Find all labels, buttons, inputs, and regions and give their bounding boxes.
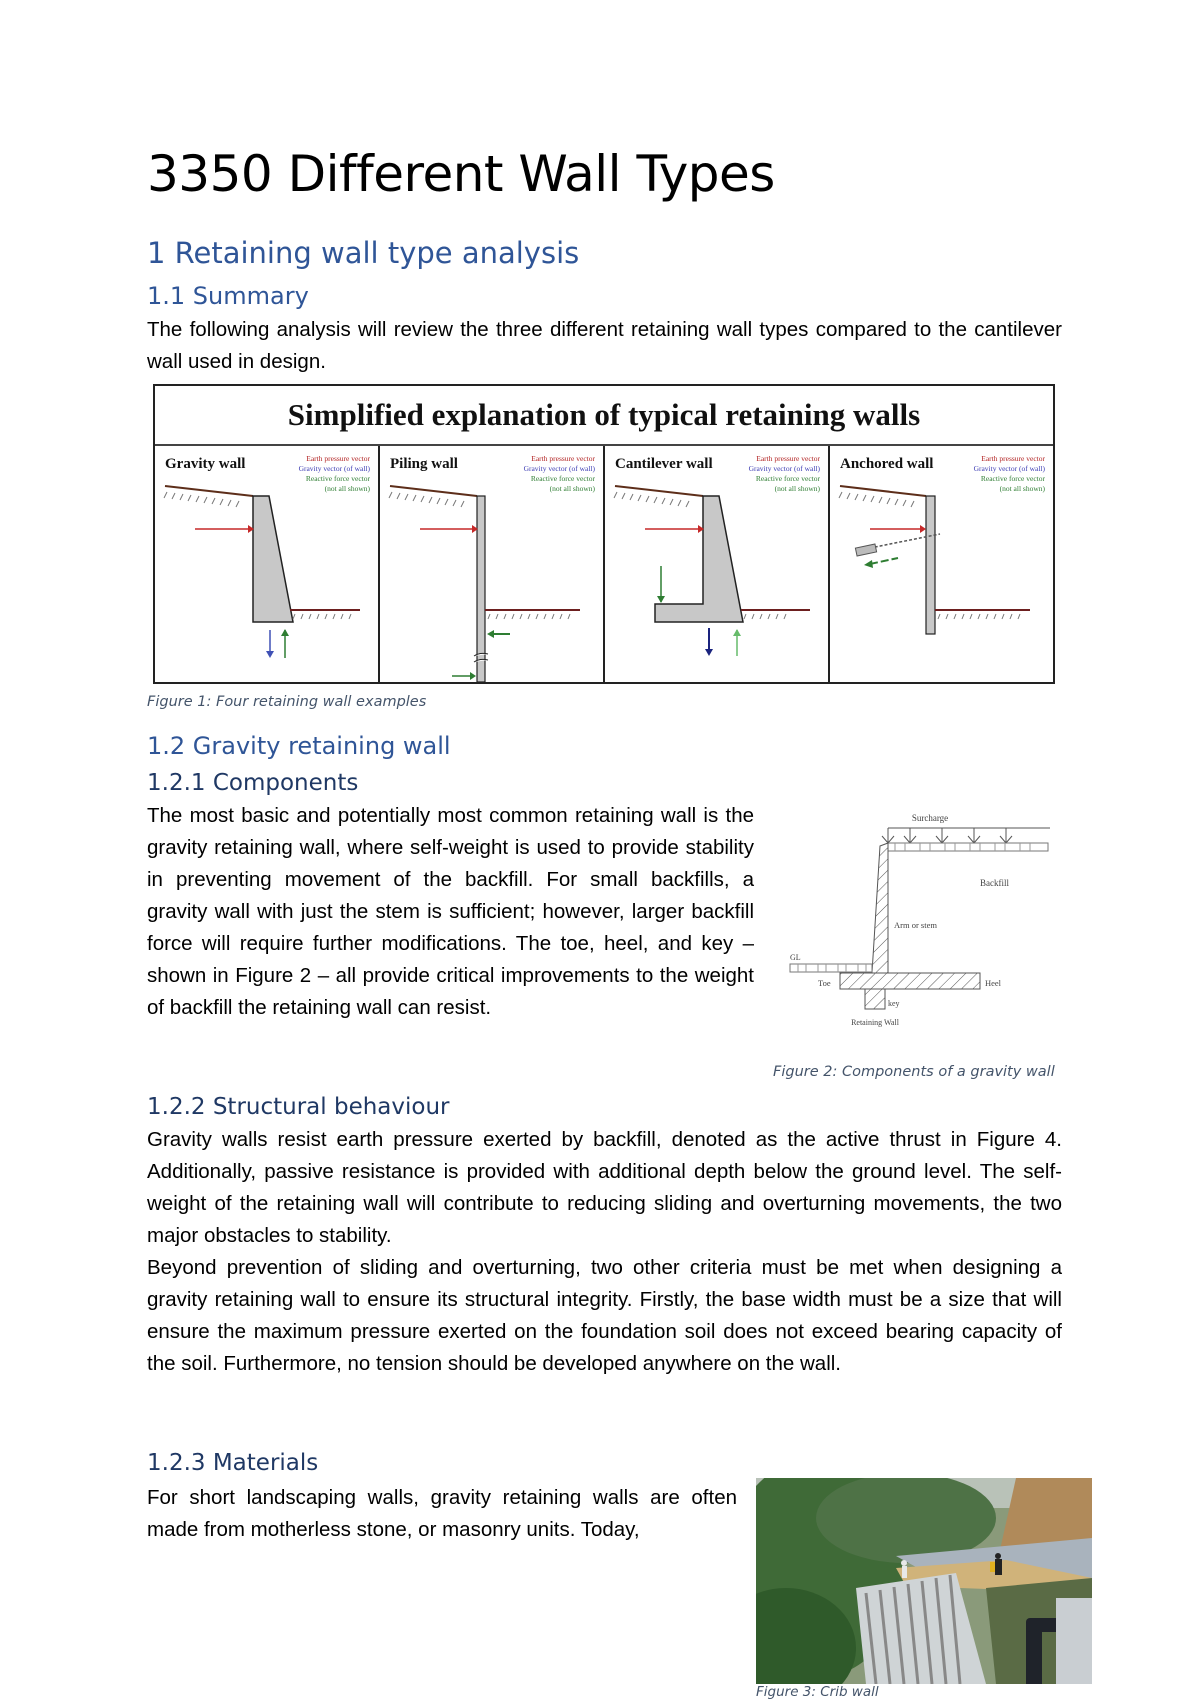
- label-gl: GL: [790, 953, 801, 962]
- panel-gravity-wall: [155, 446, 380, 682]
- label-backfill: Backfill: [980, 878, 1009, 888]
- gravity-wall-components-diagram: [780, 808, 1060, 1038]
- components-paragraph: The most basic and potentially most common retaining wall is the gravity retaining wall, where self-weight is used to provide stability in preventing movement of the backfill. For small backfills, a gravity wall with just the stem is sufficient; however, larger backfill force will require further modifications. The toe, heel, and key – shown in Figure 2 – all provide critical improvements to the weight of backfill the retaining wall can resist.: [147, 804, 754, 1019]
- legend: Earth pressure vector Gravity vector (of wall) Reactive force vector (not all shown): [973, 454, 1045, 493]
- label-key: key: [888, 999, 900, 1008]
- heading-components: 1.2.1 Components: [147, 770, 359, 796]
- heading-summary: 1.1 Summary: [147, 282, 309, 310]
- structural-paragraph-1: Gravity walls resist earth pressure exerted by backfill, denoted as the active thrust in Figure 4. Additionally, passive resistance is provided with additional depth below the ground level. The self-weight of the retaining wall will contribute to reducing sliding and overturning movements, the two major obstacles to stability.: [147, 1128, 1062, 1247]
- heading-section-1: 1 Retaining wall type analysis: [147, 236, 580, 270]
- document-title: 3350 Different Wall Types: [147, 145, 775, 203]
- materials-paragraph: For short landscaping walls, gravity retaining walls are often made from motherless stone, or masonry units. Today,: [147, 1486, 737, 1541]
- legend: Earth pressure vector Gravity vector (of wall) Reactive force vector (not all shown): [748, 454, 820, 493]
- label-surcharge: Surcharge: [911, 813, 949, 823]
- figure-1-title: Simplified explanation of typical retaining walls: [155, 386, 1053, 446]
- figure-1-retaining-walls: [153, 384, 1055, 684]
- heading-gravity-retaining-wall: 1.2 Gravity retaining wall: [147, 732, 451, 760]
- panel-label: Anchored wall: [840, 456, 934, 472]
- panel-cantilever-wall: [605, 446, 830, 682]
- label-retaining-wall: Retaining Wall: [851, 1018, 899, 1027]
- panel-label: Gravity wall: [165, 456, 246, 472]
- crib-wall-photo: [756, 1478, 1092, 1684]
- piling-wall-diagram: [380, 446, 605, 682]
- label-toe: Toe: [818, 978, 831, 988]
- figure-2-caption: Figure 2: Components of a gravity wall: [773, 1064, 1055, 1080]
- heading-materials: 1.2.3 Materials: [147, 1450, 319, 1476]
- cantilever-wall-diagram: [605, 446, 830, 682]
- label-heel: Heel: [985, 978, 1002, 988]
- anchored-wall-diagram: [830, 446, 1053, 682]
- legend: Earth pressure vector Gravity vector (of wall) Reactive force vector (not all shown): [523, 454, 595, 493]
- summary-paragraph: The following analysis will review the three different retaining wall types compared to the cantilever wall used in design.: [147, 318, 1062, 373]
- legend: Earth pressure vector Gravity vector (of wall) Reactive force vector (not all shown): [298, 454, 370, 493]
- structural-paragraph-2: Beyond prevention of sliding and overturning, two other criteria must be met when designing a gravity retaining wall to ensure its structural integrity. Firstly, the base width must be a size that will ensure the maximum pressure exerted on the foundation soil does not exceed bearing capacity of the soil. Furthermore, no tension should be developed anywhere on the wall.: [147, 1256, 1062, 1375]
- panel-piling-wall: [380, 446, 605, 682]
- heading-structural-behaviour: 1.2.2 Structural behaviour: [147, 1094, 450, 1120]
- figure-2-gravity-components: [780, 808, 1060, 1038]
- panel-anchored-wall: [830, 446, 1053, 682]
- figure-1-caption: Figure 1: Four retaining wall examples: [147, 694, 427, 710]
- figure-3-caption: Figure 3: Crib wall: [756, 1684, 879, 1700]
- figure-3-crib-wall-photo: [756, 1478, 1092, 1684]
- gravity-wall-diagram: [155, 446, 380, 682]
- panel-label: Piling wall: [390, 456, 458, 472]
- label-arm-or-stem: Arm or stem: [894, 920, 937, 930]
- panel-label: Cantilever wall: [615, 456, 713, 472]
